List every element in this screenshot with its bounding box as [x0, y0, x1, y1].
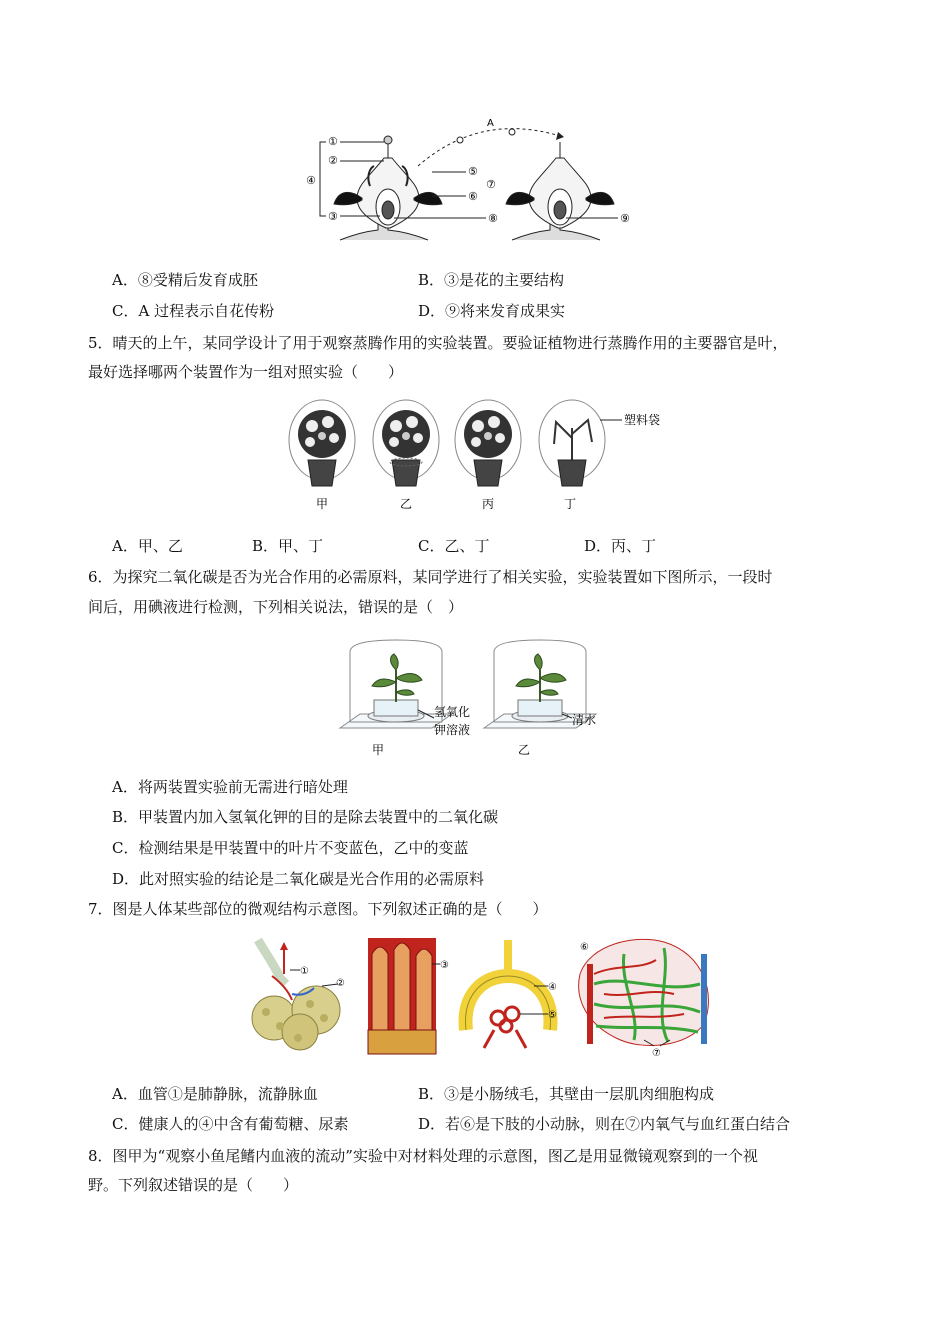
label-7: ⑦ — [652, 1048, 661, 1058]
q5-stem-line1: 5．晴天的上午，某同学设计了用于观察蒸腾作用的实验装置。要验证植物进行蒸腾作用的主要器官是叶， — [88, 334, 788, 352]
setup-yi — [484, 640, 596, 757]
alveoli-panel — [252, 940, 345, 1050]
setup-jia — [340, 640, 470, 757]
label-6: ⑥ — [468, 190, 478, 203]
q6-option-c: C．检测结果是甲装置中的叶片不变蓝色，乙中的变蓝 — [112, 839, 469, 857]
left-flower — [334, 136, 442, 240]
label-3: ③ — [328, 210, 338, 223]
q6-option-a: A．将两装置实验前无需进行暗处理 — [112, 778, 348, 796]
plant-label-yi: 乙 — [400, 497, 413, 511]
label-5: ⑤ — [468, 165, 478, 178]
label-2: ② — [328, 154, 338, 167]
left-liquid-line1: 氢氧化 — [434, 705, 471, 719]
q6-option-b: B．甲装置内加入氢氧化钾的目的是除去装置中的二氧化碳 — [112, 808, 499, 826]
q6-stem-line1: 6．为探究二氧化碳是否为光合作用的必需原料，某同学进行了相关实验，实验装置如下图所示，一段时 — [88, 568, 773, 586]
q5-option-b: B．甲、丁 — [252, 537, 324, 555]
plant-label-jia: 甲 — [316, 497, 329, 511]
q5-option-d: D．丙、丁 — [584, 537, 657, 555]
q7-stem: 7．图是人体某些部位的微观结构示意图。下列叙述正确的是（ ） — [88, 900, 548, 918]
q4-option-c: C．A 过程表示自花传粉 — [112, 302, 275, 320]
q4-option-d: D．⑨将来发育成果实 — [418, 302, 566, 320]
label-5: ⑤ — [548, 1010, 557, 1021]
q5-option-a: A．甲、乙 — [112, 537, 183, 555]
nephron-panel — [466, 940, 557, 1048]
q7-option-a: A．血管①是肺静脉，流静脉血 — [112, 1085, 318, 1103]
q4-option-b: B．③是花的主要结构 — [418, 271, 565, 289]
capillary-panel — [579, 939, 709, 1058]
q4-flower-diagram — [300, 112, 640, 248]
q8-stem-line1: 8．图甲为“观察小鱼尾鳍内血液的流动”实验中对材料处理的示意图，图乙是用显微镜观察到的一个视 — [88, 1147, 758, 1165]
label-1: ① — [300, 966, 309, 977]
label-4: ④ — [306, 174, 316, 187]
plant-yi — [373, 400, 439, 486]
q6-option-d: D．此对照实验的结论是二氧化碳是光合作用的必需原料 — [112, 870, 485, 888]
q4-option-a: A．⑧受精后发育成胚 — [112, 271, 258, 289]
process-label: A — [487, 118, 494, 129]
q7-option-c: C．健康人的④中含有葡萄糖、尿素 — [112, 1115, 349, 1133]
q5-stem-line2: 最好选择哪两个装置作为一组对照实验（ ） — [88, 363, 404, 381]
q8-stem-line2: 野。下列叙述错误的是（ ） — [88, 1176, 299, 1194]
q5-option-c: C．乙、丁 — [418, 537, 490, 555]
q6-photosynthesis-figure — [336, 632, 626, 760]
q7-option-d: D．若⑥是下肢的小动脉，则在⑦内氧气与血红蛋白结合 — [418, 1115, 791, 1133]
label-1: ① — [328, 135, 338, 148]
plant-bing — [455, 400, 521, 486]
plant-label-bing: 丙 — [482, 497, 495, 511]
right-name: 乙 — [518, 743, 531, 757]
plant-label-ding: 丁 — [564, 497, 577, 511]
right-liquid: 清水 — [572, 713, 597, 727]
pollination-arrow — [418, 129, 560, 166]
q7-option-b: B．③是小肠绒毛，其壁由一层肌肉细胞构成 — [418, 1085, 715, 1103]
label-8: ⑧ — [488, 212, 498, 225]
label-9: ⑨ — [620, 212, 630, 225]
label-7: ⑦ — [486, 178, 496, 191]
plant-ding — [539, 400, 622, 486]
q7-micro-structure-figure — [244, 934, 720, 1058]
label-3: ③ — [440, 960, 449, 971]
q6-stem-line2: 间后，用碘液进行检测，下列相关说法，错误的是（ ） — [88, 598, 464, 616]
label-6: ⑥ — [580, 942, 589, 953]
label-4: ④ — [548, 982, 557, 993]
left-name: 甲 — [372, 743, 385, 757]
label-2: ② — [336, 978, 345, 989]
left-liquid-line2: 钾溶液 — [434, 723, 471, 737]
right-flower — [506, 142, 614, 240]
plant-jia — [289, 400, 355, 486]
q5-transpiration-figure — [282, 398, 662, 514]
bag-label: 塑料袋 — [624, 413, 661, 427]
villi-panel — [368, 938, 449, 1054]
